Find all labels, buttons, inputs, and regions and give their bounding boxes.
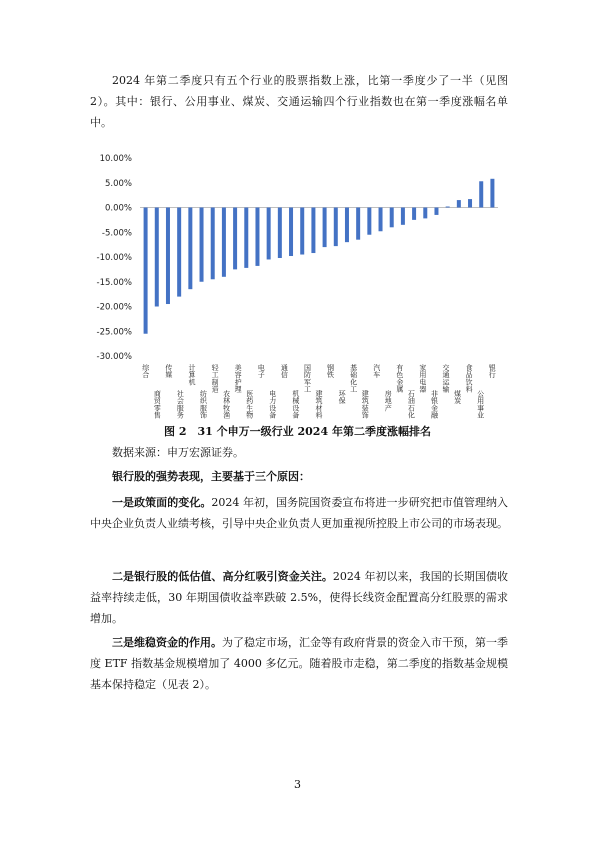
x-category-label: 食品饮料 bbox=[465, 364, 473, 394]
figure-caption: 图 2 31 个申万一级行业 2024 年第二季度涨幅排名 bbox=[164, 425, 431, 438]
x-category-label: 纺织服饰 bbox=[200, 390, 208, 420]
x-category-label: 国防军工 bbox=[303, 364, 311, 394]
bar bbox=[177, 208, 181, 297]
x-category-label: 有色金属 bbox=[396, 364, 404, 394]
reason-3-lead: 三是维稳资金的作用。 bbox=[112, 636, 222, 649]
y-tick-label: 0.00% bbox=[104, 203, 132, 214]
bar bbox=[255, 208, 259, 266]
bar bbox=[446, 207, 450, 208]
x-category-label: 通信 bbox=[280, 364, 288, 380]
bar bbox=[367, 208, 371, 235]
bar bbox=[289, 208, 293, 257]
reason-2-lead: 二是银行股的低估值、高分红吸引资金关注。 bbox=[112, 570, 333, 583]
x-category-label: 计算机 bbox=[188, 364, 196, 387]
bar bbox=[300, 208, 304, 255]
bar bbox=[468, 199, 472, 207]
bar bbox=[278, 208, 282, 258]
x-category-label: 建筑材料 bbox=[315, 390, 323, 420]
intro-paragraph: 2024 年第二季度只有五个行业的股票指数上涨，比第一季度少了一半（见图 2）。其中：银行、公用事业、煤炭、交通运输四个行业指数也在第一季度涨幅名单中。 bbox=[90, 74, 508, 129]
bar bbox=[390, 208, 394, 228]
bar bbox=[379, 208, 383, 232]
x-category-label: 传媒 bbox=[165, 364, 173, 380]
x-category-label: 房地产 bbox=[384, 390, 392, 413]
x-category-label: 轻工制造 bbox=[211, 364, 219, 394]
bar bbox=[356, 208, 360, 240]
y-tick-label: -10.00% bbox=[96, 253, 132, 263]
y-tick-label: -20.00% bbox=[96, 302, 132, 313]
bar bbox=[323, 208, 327, 248]
bar bbox=[155, 208, 159, 307]
x-category-label: 电子 bbox=[257, 364, 265, 380]
x-category-label: 基础化工 bbox=[350, 364, 358, 394]
bar bbox=[222, 208, 226, 277]
bar bbox=[401, 208, 405, 225]
x-category-label: 美容护理 bbox=[234, 364, 242, 394]
source-note: 数据来源：申万宏源证券。 bbox=[112, 446, 244, 459]
reason-2-body: 2024 年初以来，我国的长期国债收益率持续走低，30 年期国债收益率跌破 2.5%，使得长线资金配置高分红股票的需求增加。 bbox=[90, 570, 509, 625]
bar-series bbox=[144, 179, 495, 334]
x-category-label: 电力设备 bbox=[269, 390, 277, 420]
x-category-label: 石油石化 bbox=[407, 390, 415, 420]
x-category-label: 社会服务 bbox=[176, 390, 184, 420]
x-category-label: 交通运输 bbox=[442, 364, 450, 394]
x-category-label: 商贸零售 bbox=[153, 390, 161, 420]
y-tick-label: 10.00% bbox=[99, 154, 132, 164]
reason-2 bbox=[90, 566, 508, 629]
x-category-label: 医药生物 bbox=[246, 390, 254, 420]
y-tick-label: -15.00% bbox=[96, 277, 132, 288]
reason-3-body: 为了稳定市场，汇金等有政府背景的资金入市干预，第一季度 ETF 指数基金规模增加了 4000 多亿元。随着股市走稳，第二季度的指数基金规模基本保持稳定（见表 2）。 bbox=[90, 636, 508, 691]
reason-3 bbox=[90, 632, 508, 695]
bar bbox=[211, 208, 215, 280]
x-category-label: 建筑装饰 bbox=[361, 390, 369, 420]
y-tick-label: -5.00% bbox=[101, 228, 132, 239]
reason-1-body: 2024 年初，国务院国资委宣布将进一步研究把市值管理纳入中央企业负责人业绩考核，引导中央企业负责人更加重视所控股上市公司的市场表现。 bbox=[90, 496, 509, 530]
bar bbox=[457, 200, 461, 207]
x-category-label: 银行 bbox=[488, 364, 496, 380]
bar bbox=[490, 179, 494, 208]
x-category-label: 钢铁 bbox=[327, 364, 335, 380]
x-category-label: 机械设备 bbox=[292, 390, 300, 420]
y-tick-label: -25.00% bbox=[96, 327, 132, 338]
bar bbox=[311, 208, 315, 254]
x-category-label: 非银金融 bbox=[430, 390, 438, 420]
x-category-label: 家用电器 bbox=[419, 364, 427, 394]
bar bbox=[144, 208, 148, 334]
industry-returns-bar-chart bbox=[88, 148, 508, 420]
page-number: 3 bbox=[294, 778, 301, 791]
reason-1-lead: 一是政策面的变化。 bbox=[112, 496, 212, 509]
x-category-label: 公用事业 bbox=[477, 390, 485, 420]
bar bbox=[200, 208, 204, 282]
x-category-label: 汽车 bbox=[373, 364, 381, 380]
x-category-label: 煤炭 bbox=[454, 390, 462, 406]
reason-1 bbox=[90, 492, 508, 534]
bar bbox=[267, 208, 271, 260]
bar bbox=[434, 208, 438, 215]
bar bbox=[479, 181, 483, 207]
x-axis-category-labels bbox=[142, 363, 495, 420]
x-category-label: 综合 bbox=[142, 364, 150, 380]
bar bbox=[345, 208, 349, 243]
bar bbox=[423, 208, 427, 219]
bar bbox=[412, 208, 416, 220]
y-tick-label: -30.00% bbox=[96, 352, 132, 362]
section-heading: 银行股的强势表现，主要基于三个原因： bbox=[112, 470, 310, 483]
bar bbox=[166, 208, 170, 305]
x-category-label: 环保 bbox=[338, 390, 346, 406]
bar bbox=[334, 208, 338, 247]
bar bbox=[233, 208, 237, 270]
bar bbox=[244, 208, 248, 268]
y-tick-label: 5.00% bbox=[104, 178, 132, 189]
x-category-label: 农林牧渔 bbox=[223, 390, 231, 420]
bar bbox=[188, 208, 192, 290]
